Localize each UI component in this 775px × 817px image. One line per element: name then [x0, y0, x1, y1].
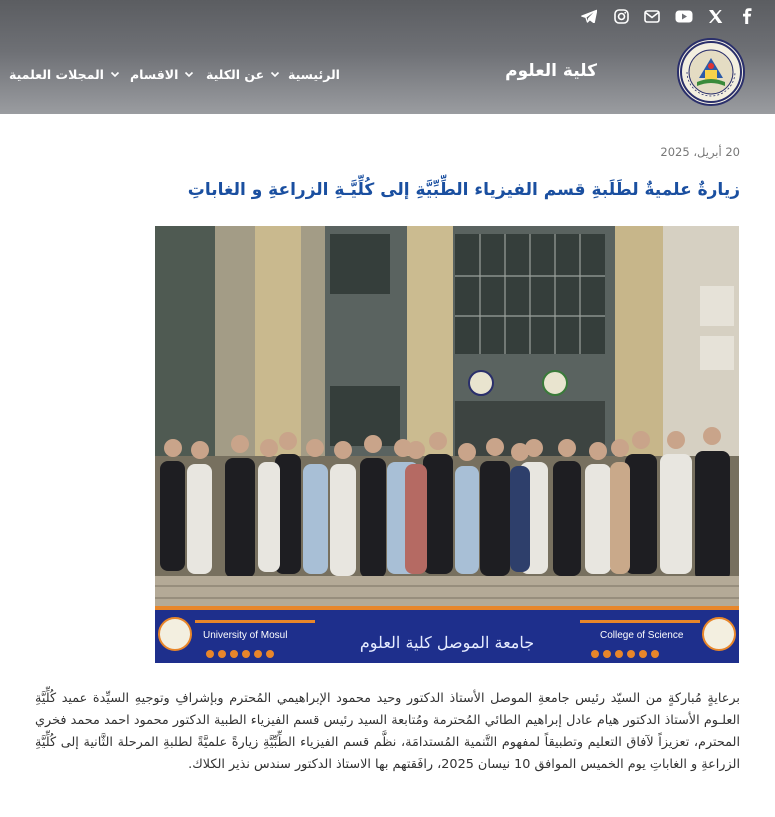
nav-home-label: الرئيسية — [288, 66, 340, 82]
social-links — [0, 6, 775, 26]
nav-home[interactable] — [288, 66, 340, 82]
instagram-icon[interactable] — [611, 6, 631, 26]
nav-about[interactable] — [206, 66, 280, 82]
banner-right-text: College of Science — [600, 630, 684, 641]
nav-departments[interactable] — [130, 66, 194, 82]
nav-journals-label: المجلات العلمية — [9, 66, 104, 82]
nav-journals[interactable] — [9, 66, 120, 82]
site-title[interactable]: كلية العلوم — [505, 61, 597, 81]
facebook-icon[interactable] — [737, 6, 757, 26]
banner-center-calligraphy: جامعة الموصل كلية العلوم — [359, 633, 535, 652]
article-title[interactable]: زيارةٌ علميةٌ لطَلَبةِ قسم الفيزياء الطِّبِّيَّةِ إلى كُلِّيَّـةِ الزراعةِ و الغاباتِ — [187, 180, 740, 200]
youtube-icon[interactable] — [674, 6, 694, 26]
chevron-down-icon — [270, 69, 280, 79]
article-body: برعايةٍ مُباركةٍ من السيّد رئيس جامعةِ الموصل الأستاذ الدكتور وحيد محمود الإبراهيمي المُحترم وبإشرافِ وتوجيهِ السيِّدة عميد كُلِّيَّةِ العلـوم الأستاذ الدكتور هيام عادل إبراهيم الطائي المُحترمة ومُتابعة السيد رئيس قسم الفيزياء الطبية الدكتور محمود احمد محمد فخري المحترم، تعزيزاً لآفاق التعليم وتطبيقاً لمفهوم التَّنمية المُستدامَة، نظَّم قسم الفيزياء الطِّبِّيَّةِ زيارةً علميَّةً لطلبةِ المرحلة الثَّانية إلى كُلِّيَّةِ الزراعةِ و الغاباتِ يوم الخميس الموافق 10 نيسان 2025، رافَقتهم بها الاستاذ الدكتور سندس نذير الكلاك. — [35, 691, 740, 772]
article-photo[interactable] — [155, 226, 739, 663]
nav-departments-label: الاقسام — [130, 66, 179, 82]
site-header — [0, 0, 775, 114]
email-icon[interactable] — [642, 6, 662, 26]
banner-left-text: University of Mosul — [203, 630, 288, 641]
post-date: 20 أبريل، 2025 — [660, 145, 740, 159]
college-logo[interactable] — [677, 38, 745, 106]
chevron-down-icon — [110, 69, 120, 79]
x-twitter-icon[interactable] — [705, 6, 725, 26]
group-photo-illustration — [155, 226, 739, 663]
telegram-icon[interactable] — [579, 6, 599, 26]
nav-about-label: عن الكلية — [206, 66, 265, 82]
chevron-down-icon — [184, 69, 194, 79]
